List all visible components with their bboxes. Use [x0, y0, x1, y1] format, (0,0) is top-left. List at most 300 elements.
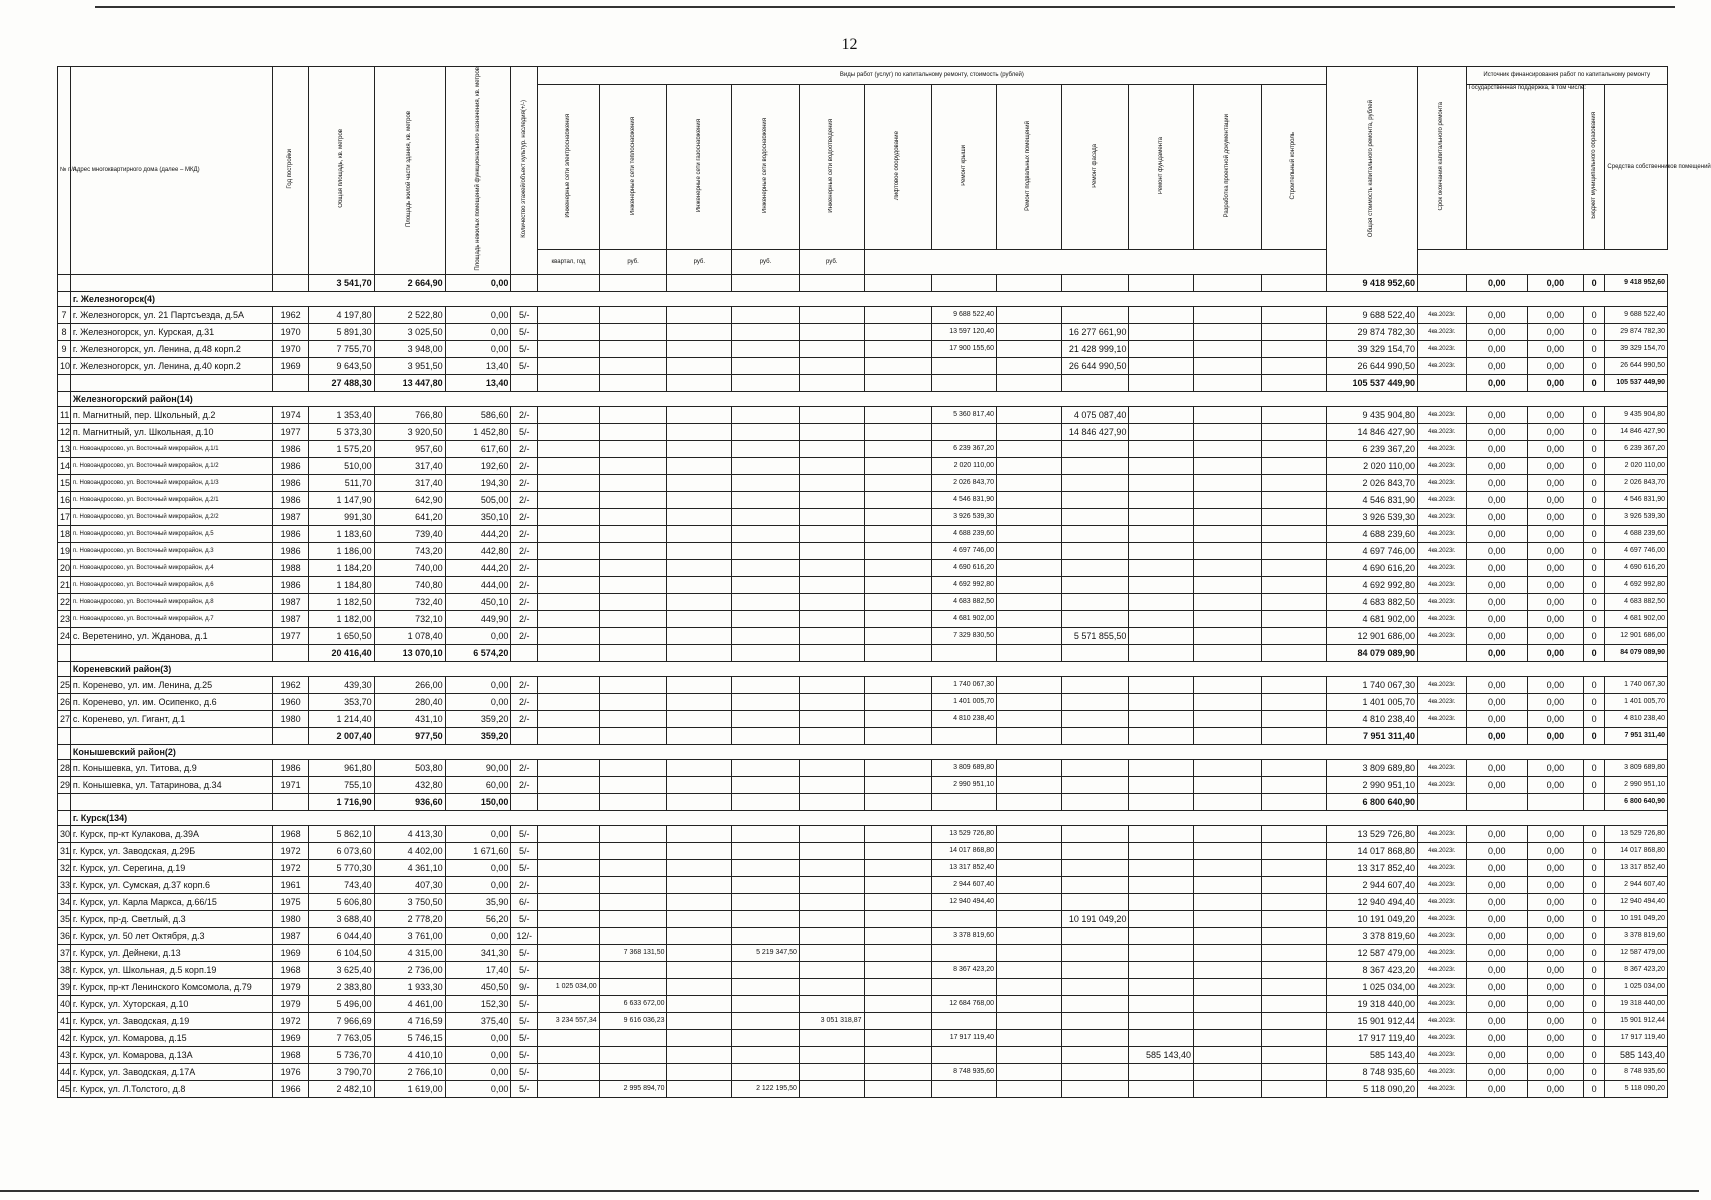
cell-num: 33 — [58, 876, 71, 893]
cell-municipal: 0 — [1583, 593, 1605, 610]
cell-work-electric — [538, 727, 599, 744]
cell-living-area: 3 750,50 — [374, 893, 445, 910]
cell-work-control — [1261, 406, 1326, 423]
cell-floors: 6/- — [511, 893, 538, 910]
cell-fund: 0,00 — [1466, 610, 1527, 627]
cell-work-roof: 1 401 005,70 — [932, 693, 997, 710]
cell-fund: 0,00 — [1466, 644, 1527, 661]
table-row — [58, 440, 1668, 457]
cell-year: 1960 — [273, 693, 309, 710]
cell-municipal: 0 — [1583, 610, 1605, 627]
cell-owners: 15 901 912,44 — [1605, 1012, 1668, 1029]
cell-nonliving-area: 449,90 — [445, 610, 511, 627]
cell-total-cost: 3 926 539,30 — [1326, 508, 1418, 525]
header-year: Год постройки — [287, 149, 294, 189]
cell-work-design — [1194, 876, 1262, 893]
cell-num: 42 — [58, 1029, 71, 1046]
cell-year: 1980 — [273, 910, 309, 927]
cell-work-basement — [997, 627, 1062, 644]
cell-address: п. Новоандросово, ул. Восточный микрорайон, д.7 — [70, 610, 272, 627]
table-row — [58, 306, 1668, 323]
cell-work-gas — [667, 995, 732, 1012]
cell-total-cost: 5 118 090,20 — [1326, 1080, 1418, 1097]
cell-work-facade — [1061, 961, 1129, 978]
cell-work-heat — [599, 406, 667, 423]
cell-total-area: 1 716,90 — [308, 793, 374, 810]
cell-regional: 0,00 — [1527, 727, 1583, 744]
cell-term: 4кв.2023г. — [1418, 995, 1466, 1012]
cell-work-basement — [997, 978, 1062, 995]
cell-owners: 4 692 992,80 — [1605, 576, 1668, 593]
cell-term: 4кв.2023г. — [1418, 944, 1466, 961]
cell-address: п. Коренево, ул. им. Ленина, д.25 — [70, 676, 272, 693]
cell-work-water — [732, 406, 800, 423]
cell-work-facade — [1061, 995, 1129, 1012]
cell-work-water — [732, 876, 800, 893]
cell-municipal: 0 — [1583, 627, 1605, 644]
cell-work-facade — [1061, 776, 1129, 793]
cell-owners: 14 846 427,90 — [1605, 423, 1668, 440]
cell-nonliving-area: 0,00 — [445, 676, 511, 693]
cell-fund: 0,00 — [1466, 893, 1527, 910]
cell-work-electric — [538, 306, 599, 323]
cell-work-lift — [864, 374, 932, 391]
cell-work-roof: 17 917 119,40 — [932, 1029, 997, 1046]
table-row — [58, 776, 1668, 793]
table-row — [58, 423, 1668, 440]
cell-work-gas — [667, 710, 732, 727]
cell-total-area: 511,70 — [308, 474, 374, 491]
cell-work-roof: 2 944 607,40 — [932, 876, 997, 893]
cell-work-lift — [864, 776, 932, 793]
cell-term: 4кв.2023г. — [1418, 357, 1466, 374]
cell-work-foundation — [1129, 440, 1194, 457]
cell-year — [273, 374, 309, 391]
cell-work-design — [1194, 776, 1262, 793]
cell-living-area: 4 461,00 — [374, 995, 445, 1012]
cell-total-area: 743,40 — [308, 876, 374, 893]
cell-work-gas — [667, 1029, 732, 1046]
cell-work-design — [1194, 1063, 1262, 1080]
cell-work-basement — [997, 927, 1062, 944]
cell-work-lift — [864, 627, 932, 644]
cell-work-design — [1194, 593, 1262, 610]
cell-term: 4кв.2023г. — [1418, 593, 1466, 610]
cell-living-area: 1 619,00 — [374, 1080, 445, 1097]
cell-year: 1970 — [273, 340, 309, 357]
cell-work-basement — [997, 474, 1062, 491]
cell-work-heat — [599, 274, 667, 291]
cell-floors — [511, 793, 538, 810]
cell-work-sewer — [799, 944, 864, 961]
cell-work-design — [1194, 676, 1262, 693]
cell-living-area: 739,40 — [374, 525, 445, 542]
cell-address: г. Курск, ул. Заводская, д.17А — [70, 1063, 272, 1080]
cell-municipal: 0 — [1583, 306, 1605, 323]
cell-work-sewer — [799, 340, 864, 357]
cell-work-water — [732, 1046, 800, 1063]
cell-living-area: 3 948,00 — [374, 340, 445, 357]
cell-floors: 5/- — [511, 340, 538, 357]
cell-year — [273, 727, 309, 744]
cell-work-heat — [599, 927, 667, 944]
cell-term: 4кв.2023г. — [1418, 340, 1466, 357]
cell-work-roof: 3 926 539,30 — [932, 508, 997, 525]
cell-floors: 5/- — [511, 842, 538, 859]
cell-owners: 2 990 951,10 — [1605, 776, 1668, 793]
cell-municipal: 0 — [1583, 1046, 1605, 1063]
cell-total-area: 1 650,50 — [308, 627, 374, 644]
cell-floors: 2/- — [511, 559, 538, 576]
cell-work-electric — [538, 1046, 599, 1063]
cell-work-basement — [997, 457, 1062, 474]
cell-living-area: 5 746,15 — [374, 1029, 445, 1046]
cell-total-cost: 2 990 951,10 — [1326, 776, 1418, 793]
cell-work-electric — [538, 842, 599, 859]
cell-address: г. Курск, ул. Л.Толстого, д.8 — [70, 1080, 272, 1097]
cell-floors: 5/- — [511, 1012, 538, 1029]
cell-work-foundation — [1129, 1029, 1194, 1046]
cell-address: п. Новоандросово, ул. Восточный микрорайон, д.1/3 — [70, 474, 272, 491]
cell-num: 15 — [58, 474, 71, 491]
cell-work-heat — [599, 793, 667, 810]
cell-work-roof: 4 683 882,50 — [932, 593, 997, 610]
cell-work-sewer — [799, 323, 864, 340]
cell-fund: 0,00 — [1466, 474, 1527, 491]
cell-work-gas — [667, 323, 732, 340]
region-name: Кореневский район(3) — [70, 661, 1667, 676]
cell-work-gas — [667, 776, 732, 793]
cell-living-area: 1 078,40 — [374, 627, 445, 644]
cell-work-lift — [864, 440, 932, 457]
cell-work-basement — [997, 1080, 1062, 1097]
cell-work-basement — [997, 1029, 1062, 1046]
table-row — [58, 910, 1668, 927]
cell-floors — [511, 374, 538, 391]
cell-num: 32 — [58, 859, 71, 876]
cell-num: 41 — [58, 1012, 71, 1029]
cell-term: 4кв.2023г. — [1418, 1046, 1466, 1063]
cell-total-cost: 1 025 034,00 — [1326, 978, 1418, 995]
cell-total-cost: 9 418 952,60 — [1326, 274, 1418, 291]
cell-floors: 5/- — [511, 910, 538, 927]
cell-total-area: 6 104,50 — [308, 944, 374, 961]
cell-fund: 0,00 — [1466, 842, 1527, 859]
cell-work-control — [1261, 306, 1326, 323]
cell-work-design — [1194, 508, 1262, 525]
cell-work-control — [1261, 676, 1326, 693]
cell-nonliving-area: 359,20 — [445, 710, 511, 727]
cell-work-design — [1194, 961, 1262, 978]
cell-work-electric — [538, 525, 599, 542]
cell-term — [1418, 644, 1466, 661]
cell-total-area: 3 688,40 — [308, 910, 374, 927]
cell-work-roof: 14 017 868,80 — [932, 842, 997, 859]
cell-owners: 4 681 902,00 — [1605, 610, 1668, 627]
cell-floors: 2/- — [511, 474, 538, 491]
cell-work-control — [1261, 423, 1326, 440]
cell-work-water — [732, 340, 800, 357]
cell-owners: 2 020 110,00 — [1605, 457, 1668, 474]
cell-work-lift — [864, 893, 932, 910]
cell-num: 13 — [58, 440, 71, 457]
cell-num: 25 — [58, 676, 71, 693]
cell-municipal: 0 — [1583, 1080, 1605, 1097]
cell-regional: 0,00 — [1527, 961, 1583, 978]
cell-total-area: 20 416,40 — [308, 644, 374, 661]
cell-work-lift — [864, 508, 932, 525]
cell-work-sewer — [799, 306, 864, 323]
cell-nonliving-area: 442,80 — [445, 542, 511, 559]
cell-work-facade — [1061, 1063, 1129, 1080]
cell-num — [58, 644, 71, 661]
cell-work-control — [1261, 876, 1326, 893]
cell-floors: 5/- — [511, 1029, 538, 1046]
cell-work-design — [1194, 423, 1262, 440]
cell-municipal: 0 — [1583, 893, 1605, 910]
cell-fund: 0,00 — [1466, 508, 1527, 525]
cell-work-foundation: 585 143,40 — [1129, 1046, 1194, 1063]
cell-fund: 0,00 — [1466, 525, 1527, 542]
cell-work-facade — [1061, 710, 1129, 727]
cell-owners: 3 378 819,60 — [1605, 927, 1668, 944]
cell-work-control — [1261, 525, 1326, 542]
cell-fund: 0,00 — [1466, 693, 1527, 710]
cell-living-area: 2 664,90 — [374, 274, 445, 291]
cell-work-facade — [1061, 727, 1129, 744]
cell-work-facade — [1061, 978, 1129, 995]
cell-work-electric — [538, 491, 599, 508]
table-row — [58, 491, 1668, 508]
cell-living-area: 2 736,00 — [374, 961, 445, 978]
cell-work-design — [1194, 440, 1262, 457]
cell-work-foundation — [1129, 759, 1194, 776]
cell-fund: 0,00 — [1466, 593, 1527, 610]
cell-work-control — [1261, 593, 1326, 610]
cell-work-facade — [1061, 491, 1129, 508]
cell-num: 8 — [58, 323, 71, 340]
header-nonliving-area: Площадь нежилых помещений функционального назначения, кв. метров — [474, 67, 481, 271]
cell-work-control — [1261, 474, 1326, 491]
cell-municipal: 0 — [1583, 995, 1605, 1012]
cell-work-gas — [667, 893, 732, 910]
cell-owners: 9 435 904,80 — [1605, 406, 1668, 423]
subtotal-row — [58, 793, 1668, 810]
cell-owners: 17 917 119,40 — [1605, 1029, 1668, 1046]
cell-year: 1970 — [273, 323, 309, 340]
cell-owners: 585 143,40 — [1605, 1046, 1668, 1063]
cell-term: 4кв.2023г. — [1418, 859, 1466, 876]
cell-fund: 0,00 — [1466, 340, 1527, 357]
cell-work-foundation — [1129, 842, 1194, 859]
cell-work-control — [1261, 710, 1326, 727]
cell-work-sewer — [799, 676, 864, 693]
cell-floors — [511, 274, 538, 291]
cell-regional: 0,00 — [1527, 542, 1583, 559]
cell-year: 1979 — [273, 978, 309, 995]
header-work-facade: Ремонт фасада — [1091, 143, 1098, 188]
cell-work-lift — [864, 593, 932, 610]
cell-work-sewer — [799, 927, 864, 944]
cell-work-lift — [864, 576, 932, 593]
cell-work-foundation — [1129, 374, 1194, 391]
cell-work-water — [732, 542, 800, 559]
cell-living-area: 1 933,30 — [374, 978, 445, 995]
cell-work-facade: 21 428 999,10 — [1061, 340, 1129, 357]
cell-work-electric — [538, 944, 599, 961]
cell-living-area: 3 025,50 — [374, 323, 445, 340]
cell-regional: 0,00 — [1527, 423, 1583, 440]
region-num — [58, 291, 71, 306]
cell-work-roof: 13 597 120,40 — [932, 323, 997, 340]
cell-municipal: 0 — [1583, 457, 1605, 474]
cell-fund: 0,00 — [1466, 825, 1527, 842]
cell-work-roof — [932, 274, 997, 291]
cell-work-control — [1261, 457, 1326, 474]
cell-work-basement — [997, 944, 1062, 961]
cell-work-water — [732, 559, 800, 576]
cell-municipal: 0 — [1583, 944, 1605, 961]
cell-nonliving-area: 6 574,20 — [445, 644, 511, 661]
cell-floors: 2/- — [511, 406, 538, 423]
cell-work-design — [1194, 644, 1262, 661]
cell-work-basement — [997, 357, 1062, 374]
cell-work-gas — [667, 423, 732, 440]
cell-living-area: 740,00 — [374, 559, 445, 576]
cell-work-electric — [538, 710, 599, 727]
cell-work-heat — [599, 910, 667, 927]
cell-work-electric — [538, 274, 599, 291]
cell-owners: 4 810 238,40 — [1605, 710, 1668, 727]
cell-work-lift — [864, 525, 932, 542]
cell-regional: 0,00 — [1527, 876, 1583, 893]
cell-num: 40 — [58, 995, 71, 1012]
cell-num: 19 — [58, 542, 71, 559]
cell-floors — [511, 644, 538, 661]
cell-municipal: 0 — [1583, 978, 1605, 995]
cell-address: п. Новоандросово, ул. Восточный микрорайон, д.1/1 — [70, 440, 272, 457]
cell-total-area: 3 541,70 — [308, 274, 374, 291]
cell-work-electric — [538, 457, 599, 474]
cell-term: 4кв.2023г. — [1418, 961, 1466, 978]
cell-work-electric — [538, 876, 599, 893]
cell-total-area: 5 496,00 — [308, 995, 374, 1012]
cell-num: 20 — [58, 559, 71, 576]
cell-address: г. Курск, ул. Комарова, д.13А — [70, 1046, 272, 1063]
cell-owners: 105 537 449,90 — [1605, 374, 1668, 391]
cell-nonliving-area: 13,40 — [445, 374, 511, 391]
cell-nonliving-area: 1 452,80 — [445, 423, 511, 440]
table-row — [58, 1063, 1668, 1080]
cell-work-electric — [538, 793, 599, 810]
cell-num: 14 — [58, 457, 71, 474]
cell-nonliving-area: 56,20 — [445, 910, 511, 927]
cell-work-facade — [1061, 525, 1129, 542]
cell-floors: 2/- — [511, 593, 538, 610]
cell-work-lift — [864, 474, 932, 491]
cell-work-design — [1194, 727, 1262, 744]
cell-regional: 0,00 — [1527, 859, 1583, 876]
cell-regional: 0,00 — [1527, 776, 1583, 793]
top-rule — [95, 6, 1675, 8]
cell-work-sewer — [799, 1046, 864, 1063]
region-num — [58, 810, 71, 825]
cell-work-gas — [667, 457, 732, 474]
cell-work-facade — [1061, 457, 1129, 474]
cell-work-sewer — [799, 776, 864, 793]
cell-owners: 26 644 990,50 — [1605, 357, 1668, 374]
cell-work-facade — [1061, 1046, 1129, 1063]
cell-work-gas — [667, 357, 732, 374]
cell-year: 1976 — [273, 1063, 309, 1080]
cell-owners: 9 688 522,40 — [1605, 306, 1668, 323]
cell-municipal: 0 — [1583, 423, 1605, 440]
cell-year: 1972 — [273, 1012, 309, 1029]
cell-living-area: 4 361,10 — [374, 859, 445, 876]
cell-fund: 0,00 — [1466, 457, 1527, 474]
cell-work-lift — [864, 859, 932, 876]
cell-work-foundation — [1129, 423, 1194, 440]
cell-fund: 0,00 — [1466, 710, 1527, 727]
table-row — [58, 508, 1668, 525]
cell-work-lift — [864, 1063, 932, 1080]
region-name: Железногорский район(14) — [70, 391, 1667, 406]
cell-address: п. Новоандросово, ул. Восточный микрорайон, д.6 — [70, 576, 272, 593]
cell-term: 4кв.2023г. — [1418, 457, 1466, 474]
table-row — [58, 693, 1668, 710]
cell-regional: 0,00 — [1527, 474, 1583, 491]
cell-work-basement — [997, 542, 1062, 559]
cell-term — [1418, 727, 1466, 744]
cell-living-area: 743,20 — [374, 542, 445, 559]
cell-work-electric — [538, 559, 599, 576]
cell-address: п. Новоандросово, ул. Восточный микрорайон, д.3 — [70, 542, 272, 559]
table-row — [58, 893, 1668, 910]
cell-work-electric — [538, 927, 599, 944]
region-row — [58, 291, 1668, 306]
cell-address: п. Новоандросово, ул. Восточный микрорайон, д.2/2 — [70, 508, 272, 525]
cell-floors: 5/- — [511, 306, 538, 323]
cell-total-area: 991,30 — [308, 508, 374, 525]
header-state-support: Государственная поддержка, в том числе: — [1466, 84, 1583, 250]
cell-work-roof: 2 020 110,00 — [932, 457, 997, 474]
subtotal-row — [58, 374, 1668, 391]
cell-work-facade — [1061, 474, 1129, 491]
cell-work-control — [1261, 274, 1326, 291]
cell-floors: 5/- — [511, 1046, 538, 1063]
cell-work-roof: 9 688 522,40 — [932, 306, 997, 323]
cell-work-heat — [599, 842, 667, 859]
cell-year: 1986 — [273, 440, 309, 457]
cell-total-area: 755,10 — [308, 776, 374, 793]
cell-regional: 0,00 — [1527, 693, 1583, 710]
cell-year: 1980 — [273, 710, 309, 727]
cell-work-facade: 16 277 661,90 — [1061, 323, 1129, 340]
cell-work-roof: 4 692 992,80 — [932, 576, 997, 593]
cell-nonliving-area: 350,10 — [445, 508, 511, 525]
cell-work-heat — [599, 474, 667, 491]
cell-regional: 0,00 — [1527, 927, 1583, 944]
cell-work-water — [732, 927, 800, 944]
cell-total-cost: 3 378 819,60 — [1326, 927, 1418, 944]
cell-owners: 6 800 640,90 — [1605, 793, 1668, 810]
cell-total-area: 1 575,20 — [308, 440, 374, 457]
cell-work-sewer — [799, 759, 864, 776]
cell-work-control — [1261, 1046, 1326, 1063]
cell-work-control — [1261, 542, 1326, 559]
cell-fund: 0,00 — [1466, 323, 1527, 340]
cell-living-area: 4 410,10 — [374, 1046, 445, 1063]
